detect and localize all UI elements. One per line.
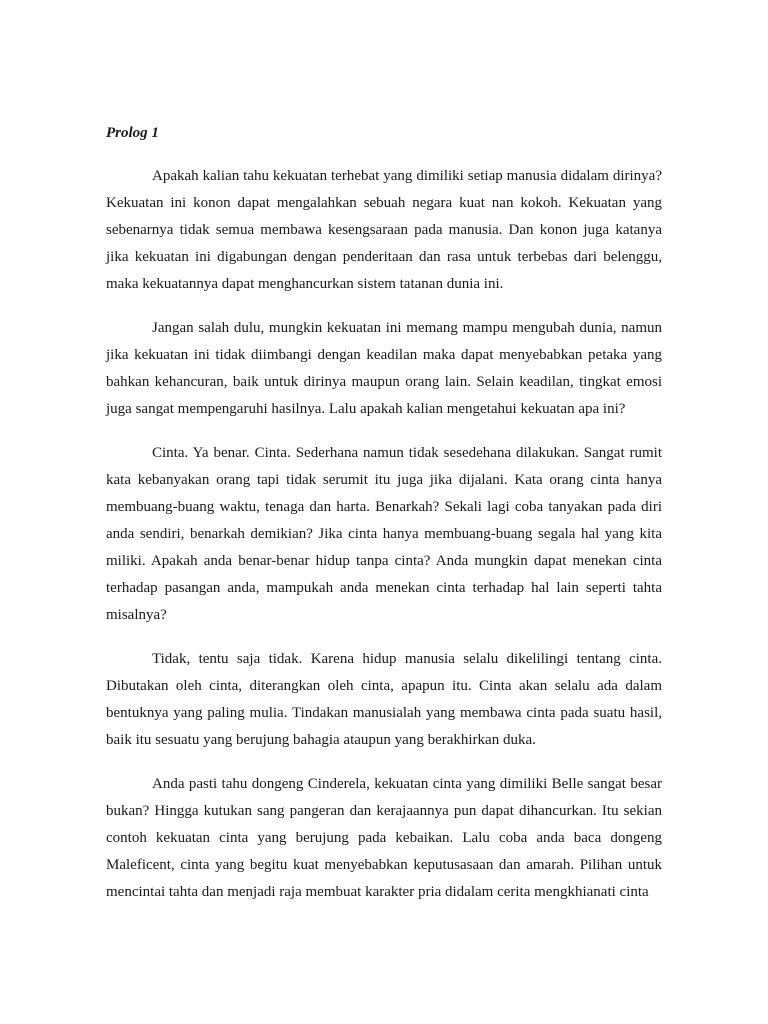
paragraph-5: Anda pasti tahu dongeng Cinderela, kekuatan cinta yang dimiliki Belle sangat besar bukan? Hingga kutukan sang pangeran dan kerajaannya pun dapat dihancurkan. Itu sekian contoh kekuatan cinta yang berujung pada kebaikan. Lalu coba anda baca dongeng Maleficent, cinta yang begitu kuat menyebabkan keputusasaan dan amarah. Pilihan untuk mencintai tahta dan menjadi raja membuat karakter pria didalam cerita mengkhianati cinta [106,776,662,900]
paragraph-1: Apakah kalian tahu kekuatan terhebat yang dimiliki setiap manusia didalam dirinya? Kekuatan ini konon dapat mengalahkan sebuah negara kuat nan kokoh. Kekuatan yang sebenarnya tidak semua membawa kesengsaraan pada manusia. Dan konon juga katanya jika kekuatan ini digabungan dengan penderitaan dan rasa untuk terbebas dari belenggu, maka kekuatannya dapat menghancurkan sistem tatanan dunia ini. [106,168,662,292]
paragraph-3: Cinta. Ya benar. Cinta. Sederhana namun tidak sesedehana dilakukan. Sangat rumit kata kebanyakan orang tapi tidak serumit itu juga jika dijalani. Kata orang cinta hanya membuang-buang waktu, tenaga dan harta. Benarkah? Sekali lagi coba tanyakan pada diri anda sendiri, benarkah demikian? Jika cinta hanya membuang-buang segala hal yang kita miliki. Apakah anda benar-benar hidup tanpa cinta? Anda mungkin dapat menekan cinta terhadap pasangan anda, mampukah anda menekan cinta terhadap hal lain seperti tahta misalnya? [106,445,662,623]
chapter-heading: Prolog 1 [106,125,159,141]
document-page [106,118,662,923]
paragraph-2: Jangan salah dulu, mungkin kekuatan ini memang mampu mengubah dunia, namun jika kekuatan ini tidak diimbangi dengan keadilan maka dapat menyebabkan petaka yang bahkan kehancuran, baik untuk dirinya maupun orang lain. Selain keadilan, tingkat emosi juga sangat mempengaruhi hasilnya. Lalu apakah kalian mengetahui kekuatan apa ini? [106,320,662,417]
paragraph-4: Tidak, tentu saja tidak. Karena hidup manusia selalu dikelilingi tentang cinta. Dibutakan oleh cinta, diterangkan oleh cinta, apapun itu. Cinta akan selalu ada dalam bentuknya yang paling mulia. Tindakan manusialah yang membawa cinta pada suatu hasil, baik itu sesuatu yang berujung bahagia ataupun yang berakhirkan duka. [106,651,662,748]
